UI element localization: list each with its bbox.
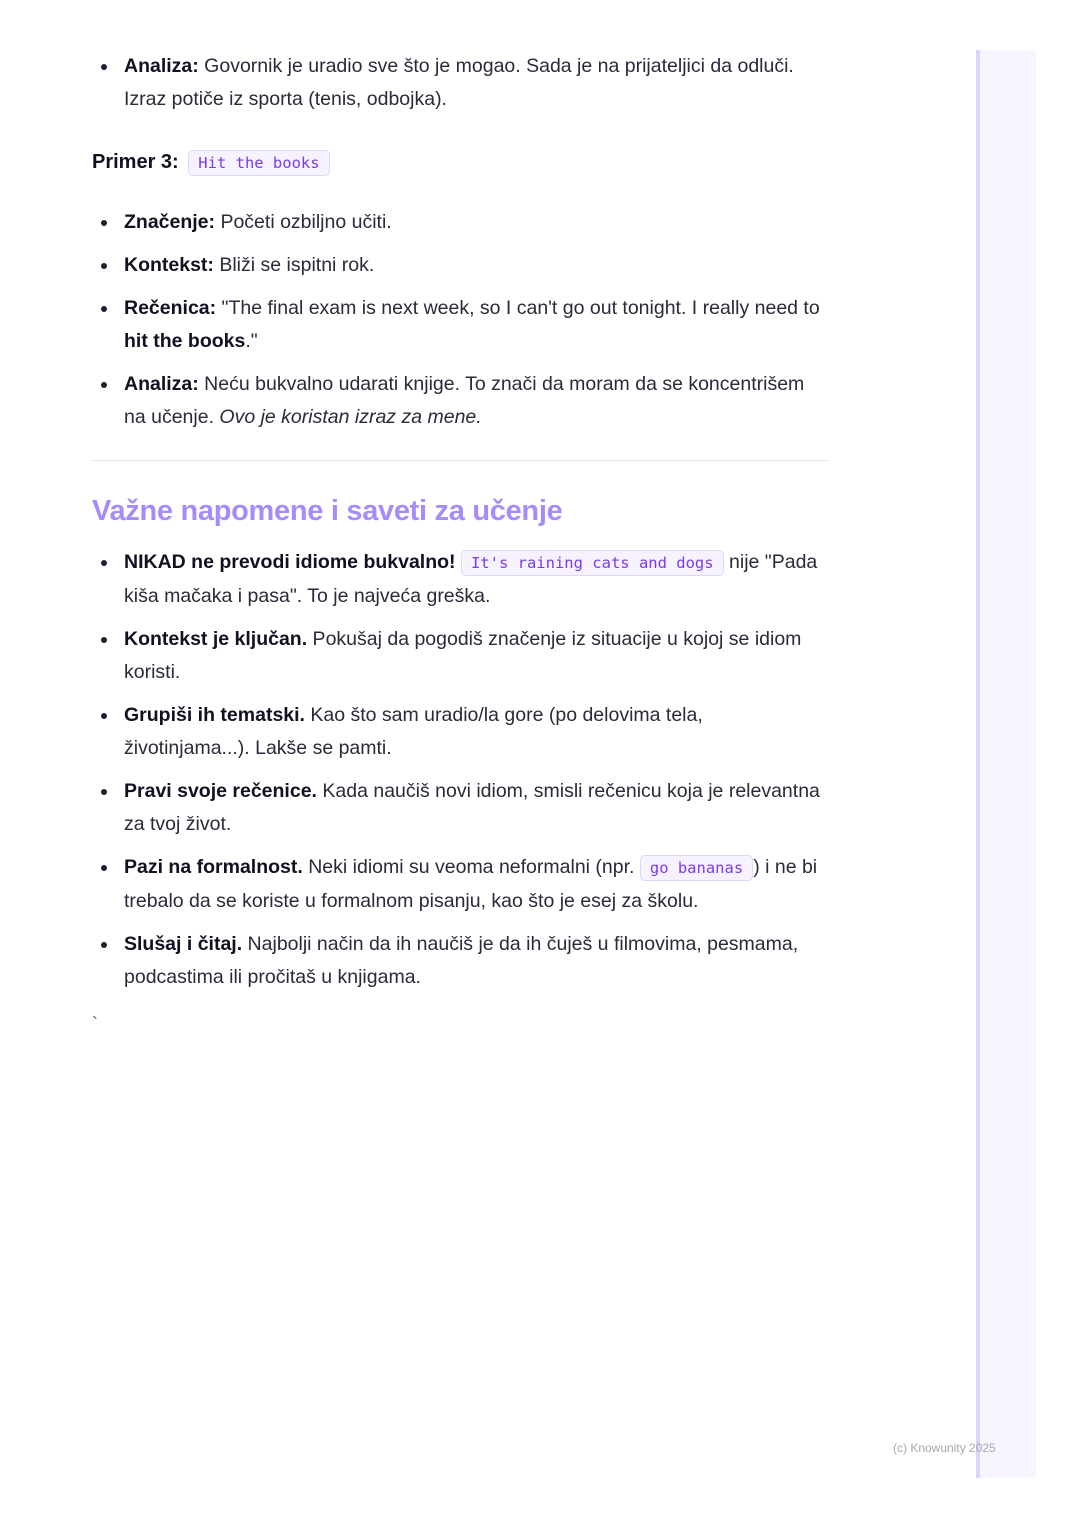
section-divider [92, 460, 828, 461]
list-item [92, 249, 828, 282]
item-text: Neću bukvalno udarati knjige. To znači da moram da se koncentrišem na učenje. [124, 373, 805, 428]
item-text: ) i ne bi trebalo da se koriste u formalnom pisanju, kao što je esej za školu. [124, 856, 818, 912]
list-item [92, 699, 828, 765]
item-label: Analiza: [124, 373, 199, 395]
copyright-footer: (c) Knowunity 2025 [893, 1441, 996, 1455]
list-item [92, 928, 828, 994]
item-label: Pazi na formalnost. [124, 856, 303, 878]
item-text: Najbolji način da ih naučiš je da ih čuješ u filmovima, pesmama, podcastima ili pročitaš u knjigama. [124, 933, 799, 988]
item-text: Pokušaj da pogodiš značenje iz situacije u kojoj se idiom koristi. [124, 628, 802, 683]
section-title: Važne napomene i saveti za učenje [92, 495, 563, 527]
item-text: "The final exam is next week, so I can't go out tonight. I really need to [216, 297, 820, 319]
item-label: Kontekst je ključan. [124, 628, 308, 650]
item-text: nije "Pada kiša mačaka i pasa". To je najveća greška. [124, 551, 818, 607]
item-text-end: ." [245, 330, 258, 352]
document-body [92, 50, 828, 1035]
list-item [92, 851, 828, 918]
item-label: Grupiši ih tematski. [124, 704, 305, 726]
list-item [92, 546, 828, 613]
list-item [92, 623, 828, 689]
item-label: Kontekst: [124, 254, 214, 276]
item-label: Pravi svoje rečenice. [124, 780, 317, 802]
item-label: Rečenica: [124, 297, 217, 319]
example-heading [92, 146, 828, 180]
example-list [92, 206, 828, 434]
side-accent-bar [976, 50, 1036, 1478]
item-label: Analiza: [124, 55, 199, 77]
tips-list [92, 546, 828, 994]
item-text: Kao što sam uradio/la gore (po delovima tela, životinjama...). Lakše se pamti. [124, 704, 703, 759]
item-bold-phrase: hit the books [124, 330, 246, 352]
item-text: Bliži se ispitni rok. [213, 254, 375, 276]
idiom-code: It's raining cats and dogs [461, 550, 724, 576]
item-text-pre: Neki idiomi su veoma neformalni (npr. [302, 856, 640, 878]
list-item [92, 206, 828, 239]
item-text: Govornik je uradio sve što je mogao. Sada je na prijateljici da odluči. Izraz potiče iz sporta (tenis, odbojka). [124, 55, 794, 110]
item-label: NIKAD ne prevodi idiome bukvalno! [124, 551, 456, 573]
list-top [92, 50, 828, 116]
item-text: Kada naučiš novi idiom, smisli rečenicu koja je relevantna za tvoj život. [124, 780, 820, 835]
example-idiom-code: Hit the books [188, 150, 329, 176]
list-item [92, 368, 828, 434]
list-item [92, 292, 828, 358]
idiom-code: go bananas [640, 855, 753, 881]
item-italic-note: Ovo je koristan izraz za mene. [219, 406, 482, 428]
item-label: Slušaj i čitaj. [124, 933, 243, 955]
item-text: Početi ozbiljno učiti. [215, 211, 392, 233]
example-label: Primer 3: [92, 151, 179, 173]
list-item [92, 775, 828, 841]
stray-backtick: ` [92, 1014, 98, 1034]
list-item [92, 50, 828, 116]
item-label: Značenje: [124, 211, 216, 233]
